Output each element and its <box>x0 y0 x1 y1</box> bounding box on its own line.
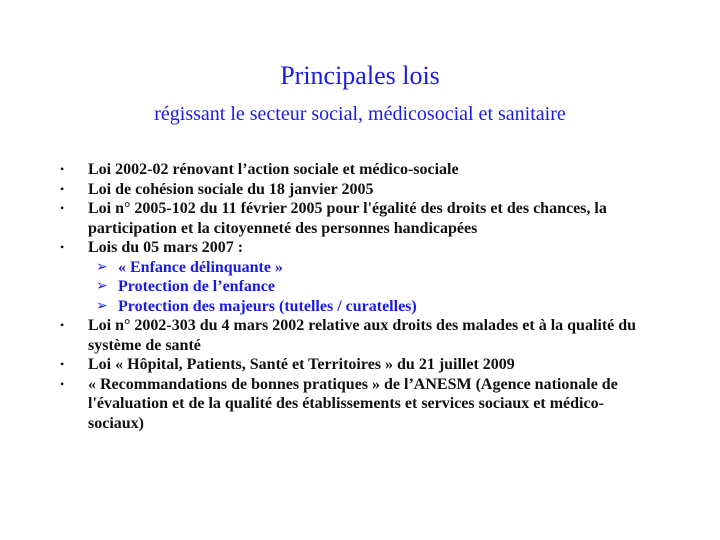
arrow-bullet-icon: ➢ <box>96 278 108 294</box>
slide-subtitle: régissant le secteur social, médicosocial et sanitaire <box>154 103 566 125</box>
list-item <box>56 316 656 355</box>
bullet-icon: • <box>60 318 65 332</box>
list-item-text: Loi n° 2002-303 du 4 mars 2002 relative aux droits des malades et à la qualité du système de santé <box>88 317 637 354</box>
list-item-text: Lois du 05 mars 2007 : <box>88 239 244 256</box>
list-item-text: Loi 2002-02 rénovant l’action sociale et médico-sociale <box>88 161 459 178</box>
list-item <box>56 355 656 375</box>
list-item <box>56 238 656 316</box>
sub-list-item <box>88 258 656 278</box>
arrow-bullet-icon: ➢ <box>96 258 108 275</box>
list-item-text: Loi de cohésion sociale du 18 janvier 2005 <box>88 180 374 198</box>
sub-list-item <box>88 297 656 317</box>
list-item <box>56 199 656 238</box>
list-item-text: « Recommandations de bonnes pratiques » de l’ANESM (Agence nationale de l'évaluation et de la qualité des établissements et services sociaux et médico-sociaux) <box>88 375 618 432</box>
bullet-icon: • <box>60 201 65 215</box>
list-item-text: Loi « Hôpital, Patients, Santé et Territoires » du 21 juillet 2009 <box>88 356 515 373</box>
list-item <box>56 160 656 180</box>
sub-list-item-text: Protection des majeurs (tutelles / curatelles) <box>118 297 417 315</box>
bullet-icon: • <box>60 181 65 196</box>
list-item-text: Loi n° 2005-102 du 11 février 2005 pour l'égalité des droits et des chances, la participation et la citoyenneté des personnes handicapées <box>88 200 607 237</box>
bullet-icon: • <box>60 376 65 391</box>
bullet-icon: • <box>60 162 65 176</box>
bullet-icon: • <box>60 240 65 254</box>
law-list <box>56 160 656 433</box>
sub-list <box>88 258 656 317</box>
arrow-bullet-icon: ➢ <box>96 297 108 314</box>
sub-list-item <box>88 277 656 297</box>
sub-list-item-text: « Enfance délinquante » <box>118 258 283 276</box>
list-item <box>56 375 656 434</box>
bullet-icon: • <box>60 357 65 371</box>
sub-list-item-text: Protection de l’enfance <box>118 278 275 295</box>
slide-title: Principales lois <box>280 61 440 90</box>
list-item <box>56 180 656 200</box>
